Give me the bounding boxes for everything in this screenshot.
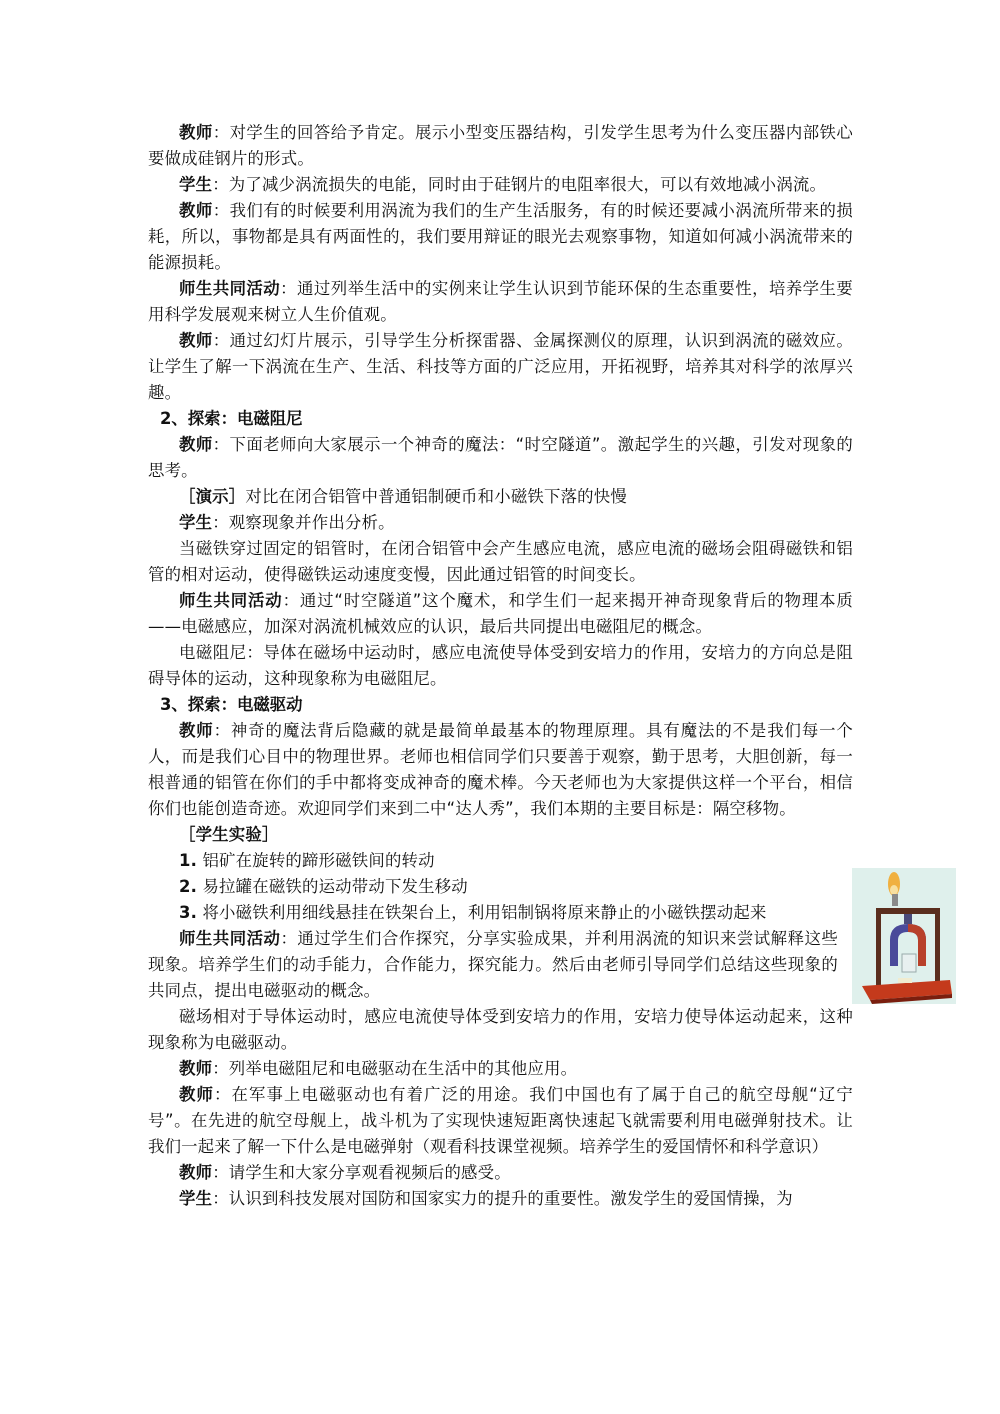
speaker-label: 师生共同活动 bbox=[179, 279, 281, 298]
paragraph-text: 下面老师向大家展示一个神奇的魔法：“时空隧道”。激起学生的兴趣，引发对现象的思考。 bbox=[148, 435, 854, 480]
speaker-label: 教师 bbox=[179, 1059, 213, 1078]
paragraph bbox=[148, 484, 853, 510]
document-page bbox=[148, 120, 853, 1212]
paragraph-text: 为了减少涡流损失的电能，同时由于硅钢片的电阻率很大，可以有效地减小涡流。 bbox=[228, 175, 827, 194]
speaker-label: 学生 bbox=[179, 175, 213, 194]
paragraph bbox=[148, 718, 853, 822]
separator: ： bbox=[212, 435, 230, 454]
separator: ： bbox=[282, 591, 300, 610]
experiment-label: ［学生实验］ bbox=[179, 825, 279, 844]
paragraph bbox=[148, 1082, 853, 1160]
item-number: 3. bbox=[179, 903, 198, 922]
magnet-apparatus-image bbox=[852, 868, 956, 1004]
separator: ： bbox=[212, 201, 230, 220]
separator: ： bbox=[212, 1189, 229, 1208]
separator: ： bbox=[212, 1059, 229, 1078]
paragraph-text: 电磁阻尼：导体在磁场中运动时，感应电流使导体受到安培力的作用，安培力的方向总是阻碍导体的运动，这种现象称为电磁阻尼。 bbox=[148, 643, 853, 688]
speaker-label: 教师 bbox=[179, 123, 213, 142]
separator: ： bbox=[212, 513, 229, 532]
horseshoe-magnet-illustration bbox=[852, 868, 956, 1004]
speaker-label: 学生 bbox=[179, 513, 213, 532]
paragraph bbox=[148, 172, 853, 198]
paragraph-text: 神奇的魔法背后隐藏的就是最简单最基本的物理原理。具有魔法的不是我们每一个人，而是我们心目中的物理世界。老师也相信同学们只要善于观察，勤于思考，大胆创新，每一根普通的铝管在你们的手中都将变成神奇的魔术棒。今天老师也为大家提供这样一个平台，相信你们也能创造奇迹。欢迎同学们来到二中“达人秀”，我们本期的主要目标是：隔空移物。 bbox=[148, 721, 854, 818]
section-heading: 2、探索：电磁阻尼 bbox=[160, 409, 303, 428]
definition-paragraph bbox=[148, 1004, 853, 1056]
demo-label: ［演示］ bbox=[179, 487, 246, 506]
experiment-item bbox=[148, 848, 853, 874]
section-heading: 3、探索：电磁驱动 bbox=[160, 695, 303, 714]
paragraph-text: 对学生的回答给予肯定。展示小型变压器结构，引发学生思考为什么变压器内部铁心要做成硅钢片的形式。 bbox=[148, 123, 853, 168]
speaker-label: 教师 bbox=[179, 331, 213, 350]
paragraph-text: 通过“时空隧道”这个魔术，和学生们一起来揭开神奇现象背后的物理本质——电磁感应，加深对涡流机械效应的认识，最后共同提出电磁阻尼的概念。 bbox=[148, 591, 853, 636]
paragraph bbox=[148, 198, 853, 276]
item-number: 2. bbox=[179, 877, 198, 896]
speaker-label: 师生共同活动 bbox=[179, 591, 283, 610]
separator: ： bbox=[280, 279, 297, 298]
separator: ： bbox=[212, 175, 229, 194]
paragraph bbox=[148, 510, 853, 536]
paragraph-text: 列举电磁阻尼和电磁驱动在生活中的其他应用。 bbox=[228, 1059, 578, 1078]
paragraph bbox=[148, 1056, 853, 1082]
paragraph bbox=[148, 432, 853, 484]
paragraph-text: 通过幻灯片展示，引导学生分析探雷器、金属探测仪的原理，认识到涡流的磁效应。让学生了解一下涡流在生产、生活、科技等方面的广泛应用，开拓视野，培养其对科学的浓厚兴趣。 bbox=[148, 331, 853, 402]
paragraph-text: 磁场相对于导体运动时，感应电流使导体受到安培力的作用，安培力使导体运动起来，这种现象称为电磁驱动。 bbox=[148, 1007, 853, 1052]
paragraph bbox=[148, 1186, 853, 1212]
speaker-label: 教师 bbox=[179, 435, 213, 454]
experiment-item bbox=[148, 874, 853, 900]
experiment-item bbox=[148, 900, 853, 926]
speaker-label: 师生共同活动 bbox=[179, 929, 281, 948]
paragraph-text: 对比在闭合铝管中普通铝制硬币和小磁铁下落的快慢 bbox=[245, 487, 627, 506]
paragraph-text: 当磁铁穿过固定的铝管时，在闭合铝管中会产生感应电流，感应电流的磁场会阻碍磁铁和铝管的相对运动，使得磁铁运动速度变慢，因此通过铝管的时间变长。 bbox=[148, 539, 853, 584]
paragraph-text: 我们有的时候要利用涡流为我们的生产生活服务，有的时候还要减小涡流所带来的损耗，所以，事物都是具有两面性的，我们要用辩证的眼光去观察事物，知道如何减小涡流带来的能源损耗。 bbox=[148, 201, 853, 272]
paragraph-text: 请学生和大家分享观看视频后的感受。 bbox=[228, 1163, 511, 1182]
item-number: 1. bbox=[179, 851, 198, 870]
separator: ： bbox=[212, 1163, 229, 1182]
separator: ： bbox=[214, 1085, 232, 1104]
paragraph bbox=[148, 926, 838, 1004]
paragraph-text: 通过列举生活中的实例来让学生认识到节能环保的生态重要性，培养学生要用科学发展观来树立人生价值观。 bbox=[148, 279, 853, 324]
separator: ： bbox=[213, 721, 231, 740]
paragraph-text: 在军事上电磁驱动也有着广泛的用途。我们中国也有了属于自己的航空母舰“辽宁号”。在先进的航空母舰上，战斗机为了实现快速短距离快速起飞就需要利用电磁弹射技术。让我们一起来了解一下什么是电磁弹射（观看科技课堂视频。培养学生的爱国情怀和科学意识） bbox=[148, 1085, 853, 1156]
separator: ： bbox=[280, 929, 298, 948]
speaker-label: 学生 bbox=[179, 1189, 213, 1208]
paragraph-text: 通过学生们合作探究，分享实验成果，并利用涡流的知识来尝试解释这些现象。培养学生们的动手能力，合作能力，探究能力。然后由老师引导同学们总结这些现象的共同点，提出电磁驱动的概念。 bbox=[148, 929, 838, 1000]
paragraph-text: 观察现象并作出分析。 bbox=[228, 513, 395, 532]
paragraph bbox=[148, 1160, 853, 1186]
paragraph bbox=[148, 536, 853, 588]
paragraph bbox=[148, 120, 853, 172]
speaker-label: 教师 bbox=[179, 201, 213, 220]
separator: ： bbox=[212, 331, 230, 350]
speaker-label: 教师 bbox=[179, 1085, 215, 1104]
paragraph-text: 认识到科技发展对国防和国家实力的提升的重要性。激发学生的爱国情操，为 bbox=[228, 1189, 793, 1208]
item-text: 将小磁铁利用细线悬挂在铁架台上，利用铝制锅将原来静止的小磁铁摆动起来 bbox=[202, 903, 767, 922]
item-text: 易拉罐在磁铁的运动带动下发生移动 bbox=[202, 877, 468, 896]
speaker-label: 教师 bbox=[179, 721, 214, 740]
paragraph bbox=[148, 276, 853, 328]
speaker-label: 教师 bbox=[179, 1163, 213, 1182]
paragraph bbox=[148, 588, 853, 640]
item-text: 铝矿在旋转的蹄形磁铁间的转动 bbox=[202, 851, 435, 870]
definition-paragraph bbox=[148, 640, 853, 692]
paragraph bbox=[148, 328, 853, 406]
separator: ： bbox=[212, 123, 230, 142]
